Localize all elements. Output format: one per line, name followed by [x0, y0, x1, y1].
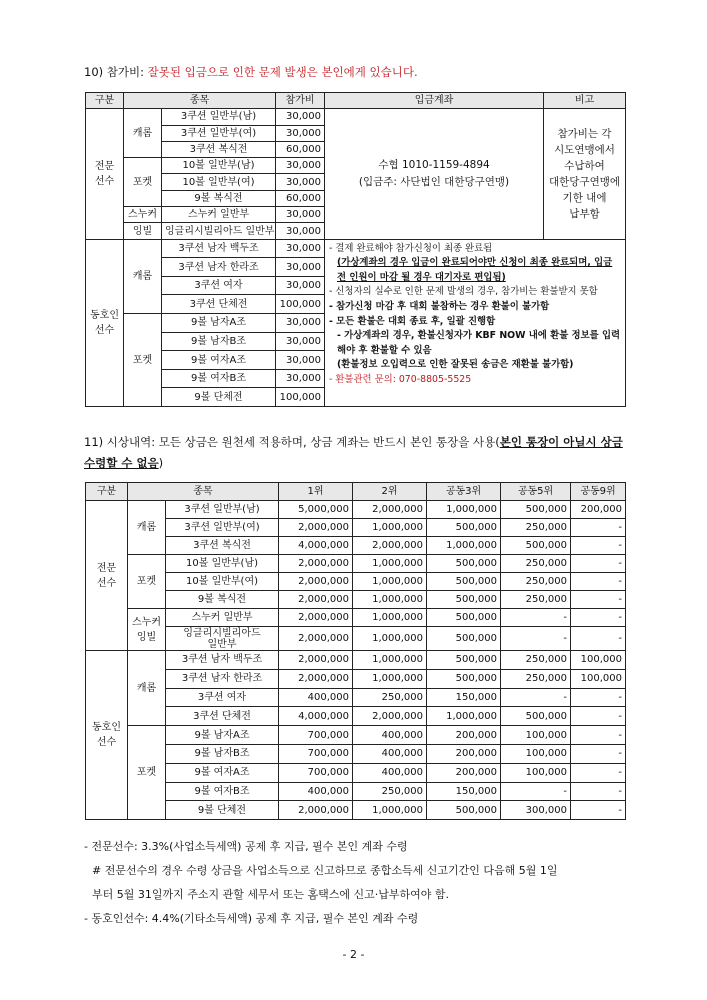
header-account: 입금계좌: [325, 93, 544, 109]
prize-group-carom: 캐롬: [128, 651, 166, 726]
prize-category-amateur: 동호인 선수: [86, 651, 128, 820]
prize-amount: -: [571, 707, 626, 726]
rule-contact: - 환불관련 문의: 070-8805-5525: [329, 374, 472, 386]
header-event: 종목: [124, 93, 276, 109]
prize-amount: -: [501, 627, 571, 651]
prize-row: [86, 763, 626, 782]
event-fee: 30,000: [276, 332, 325, 351]
prize-row: [86, 627, 626, 651]
event-fee: 30,000: [276, 369, 325, 388]
prize-event-name: 3쿠션 일반부(남): [166, 501, 279, 519]
rule-applicant-fault: - 신청자의 실수로 인한 문제 발생의 경우, 참가비는 환불받지 못함: [329, 286, 598, 298]
prize-amount: 250,000: [501, 573, 571, 591]
account-holder: (입금주: 사단법인 대한당구연맹): [358, 175, 510, 188]
prize-row: [86, 782, 626, 801]
event-name: 스누커 일반부: [162, 207, 276, 223]
page-number: - 2 -: [342, 948, 365, 961]
event-name: 3쿠션 일반부(남): [162, 109, 276, 125]
prize-amount: -: [501, 609, 571, 627]
prize-amount: 250,000: [353, 688, 427, 707]
prize-event-name: 잉글리시빌리아드 일반부: [166, 627, 279, 651]
footnote-amateur: - 동호인선수: 4.4%(기타소득세액) 공제 후 지급, 필수 본인 계좌 수령: [84, 912, 419, 925]
prize-amount: 500,000: [427, 609, 501, 627]
prize-row: [86, 801, 626, 820]
prize-amount: 2,000,000: [279, 801, 353, 820]
event-fee: 30,000: [276, 223, 325, 239]
footnote-tax-2: 부터 5월 31일까지 주소지 관할 세무서 또는 홈택스에 신고·납부하여야 함.: [92, 888, 449, 901]
fee-table-header: [86, 93, 626, 109]
refund-rules: [325, 239, 626, 406]
prize-amount: 150,000: [427, 782, 501, 801]
prize-row: [86, 609, 626, 627]
prize-amount: 4,000,000: [279, 707, 353, 726]
prize-row: [86, 555, 626, 573]
rule-no-refund: - 참가신청 마감 후 대회 불참하는 경우 환불이 불가함: [329, 301, 550, 313]
prize-group-snooker: [128, 609, 166, 651]
prize-amount: 2,000,000: [353, 537, 427, 555]
prize-amount: 200,000: [427, 744, 501, 763]
prize-amount: 1,000,000: [427, 501, 501, 519]
prize-amount: 500,000: [427, 651, 501, 670]
prize-row: [86, 537, 626, 555]
event-fee: 30,000: [276, 174, 325, 190]
account-info: [325, 109, 544, 239]
prize-header-3rd: 공동3위: [427, 483, 501, 501]
event-name: 9볼 여자A조: [162, 351, 276, 370]
prize-amount: 400,000: [353, 744, 427, 763]
event-name: 9볼 복식전: [162, 190, 276, 206]
event-fee: 30,000: [276, 125, 325, 141]
prize-amount: 400,000: [279, 782, 353, 801]
event-fee: 60,000: [276, 190, 325, 206]
prize-amount: -: [571, 573, 626, 591]
account-number: 수협 1010-1159-4894: [378, 158, 490, 171]
group-carom: 캐롬: [124, 109, 162, 158]
prize-amount: 2,000,000: [279, 669, 353, 688]
fee-table: [85, 92, 626, 407]
prize-event-name: 9볼 복식전: [166, 591, 279, 609]
prize-header-category: 구분: [86, 483, 128, 501]
prize-amount: -: [571, 782, 626, 801]
prize-amount: 5,000,000: [279, 501, 353, 519]
section10-title-warning: 잘못된 입금으로 인한 문제 발생은 본인에게 있습니다.: [147, 65, 418, 79]
event-fee: 30,000: [276, 351, 325, 370]
group-carom: 캐롬: [124, 239, 162, 313]
prize-amount: 100,000: [571, 651, 626, 670]
rule-refund-after: - 모든 환불은 대회 종료 후, 일괄 진행함: [329, 315, 496, 327]
prize-amount: 400,000: [353, 726, 427, 745]
prize-group-carom: 캐롬: [128, 501, 166, 555]
prize-amount: 500,000: [501, 501, 571, 519]
prize-amount: 2,000,000: [279, 627, 353, 651]
prize-amount: -: [501, 688, 571, 707]
prize-amount: 300,000: [501, 801, 571, 820]
event-fee: 100,000: [276, 388, 325, 407]
rule-payment-complete: - 결제 완료해야 참가신청이 최종 완료됨: [329, 242, 493, 254]
event-fee: 30,000: [276, 207, 325, 223]
event-name: 3쿠션 단체전: [162, 295, 276, 314]
prize-amount: 250,000: [353, 782, 427, 801]
prize-amount: -: [571, 591, 626, 609]
prize-amount: 2,000,000: [279, 591, 353, 609]
event-name: 10볼 일반부(남): [162, 158, 276, 174]
prize-amount: -: [501, 782, 571, 801]
event-name: 3쿠션 남자 백두조: [162, 239, 276, 258]
category-amateur: 동호인 선수: [86, 239, 124, 406]
prize-group-pocket: 포켓: [128, 726, 166, 820]
prize-amount: -: [571, 519, 626, 537]
prize-table-header: [86, 483, 626, 501]
event-fee: 30,000: [276, 158, 325, 174]
prize-amount: 250,000: [501, 591, 571, 609]
header-fee: 참가비: [276, 93, 325, 109]
prize-amount: 150,000: [427, 688, 501, 707]
prize-header-2nd: 2위: [353, 483, 427, 501]
prize-amount: 250,000: [501, 519, 571, 537]
prize-row: [86, 669, 626, 688]
prize-category-pro: 전문 선수: [86, 501, 128, 651]
prize-amount: 700,000: [279, 744, 353, 763]
prize-amount: -: [571, 801, 626, 820]
prize-amount: -: [571, 537, 626, 555]
prize-amount: 500,000: [427, 669, 501, 688]
footnote-pro: - 전문선수: 3.3%(사업소득세액) 공제 후 지급, 필수 본인 계좌 수령: [84, 840, 408, 853]
prize-amount: -: [571, 609, 626, 627]
event-name: 잉글리시빌리아드 일반부: [162, 223, 276, 239]
prize-amount: 700,000: [279, 763, 353, 782]
prize-amount: 100,000: [501, 726, 571, 745]
prize-amount: 500,000: [427, 555, 501, 573]
prize-amount: 2,000,000: [353, 707, 427, 726]
prize-amount: 500,000: [427, 801, 501, 820]
event-fee: 30,000: [276, 239, 325, 258]
prize-amount: 1,000,000: [353, 573, 427, 591]
prize-amount: 1,000,000: [353, 627, 427, 651]
prize-amount: -: [571, 555, 626, 573]
event-fee: 30,000: [276, 109, 325, 125]
rule-refund-info: - 가상계좌의 경우, 환불신청자가 KBF NOW 내에 환불 정보를 입력해야 후 환불할 수 있음: [337, 330, 621, 356]
prize-amount: -: [571, 744, 626, 763]
prize-amount: 2,000,000: [279, 573, 353, 591]
prize-event-name: 10볼 일반부(남): [166, 555, 279, 573]
event-fee: 30,000: [276, 258, 325, 277]
prize-event-name: 3쿠션 여자: [166, 688, 279, 707]
group-snooker: 스누커: [124, 207, 162, 223]
prize-amount: 1,000,000: [353, 801, 427, 820]
prize-header-9th: 공동9위: [571, 483, 626, 501]
event-name: 3쿠션 남자 한라조: [162, 258, 276, 277]
prize-amount: 100,000: [501, 744, 571, 763]
rule-virtual-account: (가상계좌의 경우 입금이 완료되어야만 신청이 최종 완료되며, 입금 전 인원이 마감 될 경우 대기자로 편입됨): [337, 257, 613, 283]
prize-amount: 400,000: [353, 763, 427, 782]
event-fee: 60,000: [276, 141, 325, 157]
event-name: 10볼 일반부(여): [162, 174, 276, 190]
section10-title-label: 10) 참가비:: [84, 65, 148, 79]
section11-title: [84, 432, 629, 474]
prize-event-name: 3쿠션 남자 한라조: [166, 669, 279, 688]
prize-amount: 1,000,000: [427, 707, 501, 726]
prize-amount: 1,000,000: [353, 669, 427, 688]
category-pro: 전문 선수: [86, 109, 124, 239]
prize-header-1st: 1위: [279, 483, 353, 501]
prize-event-name: 3쿠션 남자 백두조: [166, 651, 279, 670]
prize-event-name: 3쿠션 일반부(여): [166, 519, 279, 537]
prize-event-name: 9볼 남자A조: [166, 726, 279, 745]
prize-group-english: 잉빌: [136, 631, 157, 643]
prize-amount: 500,000: [427, 573, 501, 591]
prize-amount: 500,000: [501, 537, 571, 555]
rule-wrong-transfer: (환불정보 오입력으로 인한 잘못된 송금은 재환불 불가함): [337, 359, 574, 371]
section10-title: [84, 63, 418, 81]
prize-amount: 200,000: [427, 763, 501, 782]
prize-event-name: 스누커 일반부: [166, 609, 279, 627]
prize-amount: 100,000: [571, 669, 626, 688]
event-fee: 100,000: [276, 295, 325, 314]
prize-group-snooker: 스누커: [132, 616, 161, 628]
prize-amount: 200,000: [427, 726, 501, 745]
header-category: 구분: [86, 93, 124, 109]
event-fee: 30,000: [276, 314, 325, 333]
event-name: 9볼 여자B조: [162, 369, 276, 388]
prize-header-event: 종목: [128, 483, 279, 501]
prize-row: [86, 688, 626, 707]
prize-row: [86, 501, 626, 519]
prize-amount: 1,000,000: [353, 555, 427, 573]
prize-amount: 100,000: [501, 763, 571, 782]
prize-amount: 2,000,000: [279, 555, 353, 573]
event-name: 3쿠션 여자: [162, 276, 276, 295]
prize-amount: -: [571, 627, 626, 651]
prize-amount: 250,000: [501, 555, 571, 573]
event-name: 3쿠션 일반부(여): [162, 125, 276, 141]
group-english: 잉빌: [124, 223, 162, 239]
prize-header-5th: 공동5위: [501, 483, 571, 501]
prize-amount: 2,000,000: [279, 519, 353, 537]
prize-amount: 700,000: [279, 726, 353, 745]
prize-amount: -: [571, 763, 626, 782]
prize-amount: 1,000,000: [353, 609, 427, 627]
prize-amount: -: [571, 688, 626, 707]
prize-amount: 1,000,000: [353, 591, 427, 609]
prize-amount: -: [571, 726, 626, 745]
prize-row: [86, 573, 626, 591]
header-note: 비고: [544, 93, 626, 109]
prize-amount: 1,000,000: [427, 537, 501, 555]
event-name: 3쿠션 복식전: [162, 141, 276, 157]
prize-row: [86, 591, 626, 609]
prize-row: [86, 744, 626, 763]
prize-row: [86, 519, 626, 537]
footnote-tax-1: # 전문선수의 경우 수령 상금을 사업소득으로 신고하므로 종합소득세 신고기간인 다음해 5월 1일: [92, 864, 558, 877]
prize-event-name: 9볼 여자A조: [166, 763, 279, 782]
prize-event-name: 9볼 여자B조: [166, 782, 279, 801]
prize-amount: 500,000: [427, 519, 501, 537]
prize-event-name: 3쿠션 단체전: [166, 707, 279, 726]
prize-amount: 250,000: [501, 651, 571, 670]
fee-row: [86, 239, 626, 258]
prize-amount: 4,000,000: [279, 537, 353, 555]
event-fee: 30,000: [276, 276, 325, 295]
prize-amount: 1,000,000: [353, 519, 427, 537]
prize-amount: 2,000,000: [353, 501, 427, 519]
group-pocket: 포켓: [124, 158, 162, 207]
prize-amount: 2,000,000: [279, 651, 353, 670]
prize-amount: 250,000: [501, 669, 571, 688]
prize-table: [85, 482, 626, 820]
prize-event-name: 3쿠션 복식전: [166, 537, 279, 555]
prize-row: [86, 726, 626, 745]
prize-event-name: 9볼 단체전: [166, 801, 279, 820]
section11-title-emphasis: 본인 통장이 아닐시 상금 수령할 수 없음: [84, 435, 623, 470]
prize-row: [86, 707, 626, 726]
prize-amount: 2,000,000: [279, 609, 353, 627]
group-pocket: 포켓: [124, 314, 162, 407]
prize-amount: 500,000: [427, 627, 501, 651]
prize-amount: 400,000: [279, 688, 353, 707]
section11-title-close: ): [158, 456, 164, 470]
event-name: 9볼 단체전: [162, 388, 276, 407]
prize-group-pocket: 포켓: [128, 555, 166, 609]
prize-event-name: 9볼 남자B조: [166, 744, 279, 763]
prize-row: [86, 651, 626, 670]
fee-row: [86, 109, 626, 125]
prize-amount: 500,000: [501, 707, 571, 726]
event-name: 9볼 남자B조: [162, 332, 276, 351]
section11-title-text: 11) 시상내역: 모든 상금은 원천세 적용하며, 상금 계좌는 반드시 본인 통장을 사용(: [84, 435, 500, 449]
prize-event-name: 10볼 일반부(여): [166, 573, 279, 591]
fee-remark: 참가비는 각 시도연맹에서 수납하여 대한당구연맹에 기한 내에 납부함: [544, 109, 626, 239]
prize-amount: 1,000,000: [353, 651, 427, 670]
prize-amount: 500,000: [427, 591, 501, 609]
prize-amount: 200,000: [571, 501, 626, 519]
event-name: 9볼 남자A조: [162, 314, 276, 333]
